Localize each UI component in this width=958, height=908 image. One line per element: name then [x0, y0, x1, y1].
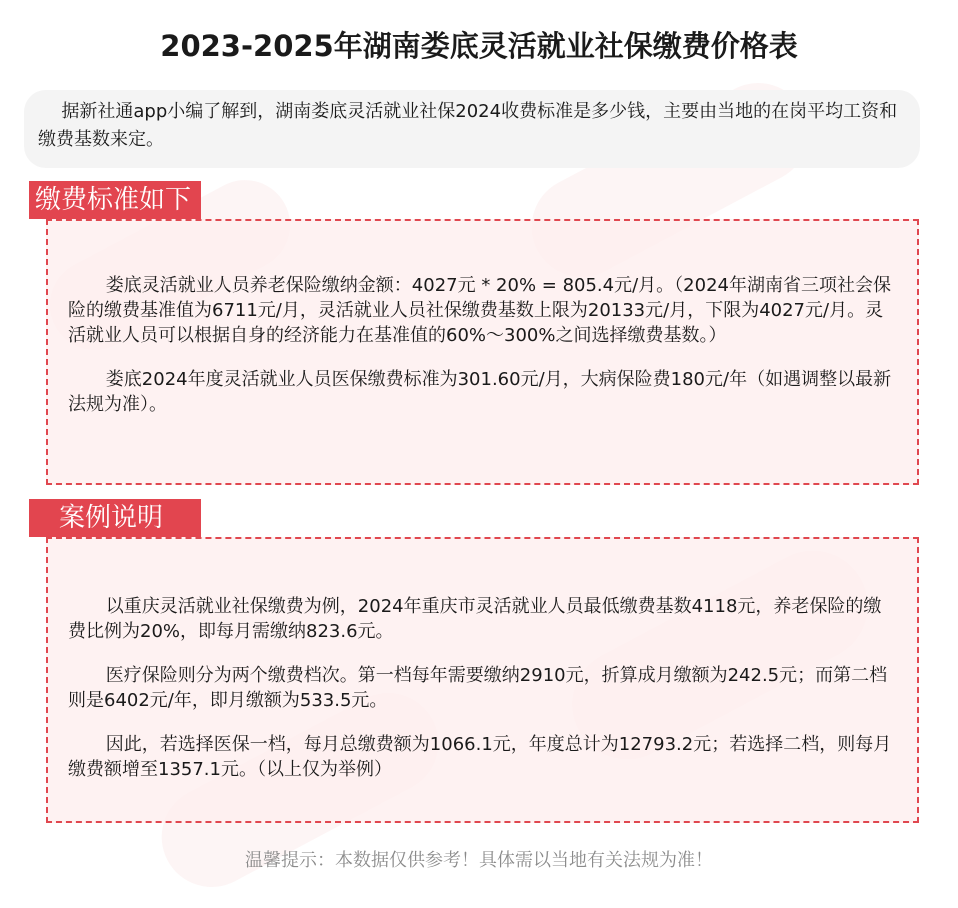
intro-box: [24, 90, 920, 168]
paragraph: 医疗保险则分为两个缴费档次。第一档每年需要缴纳2910元，折算成月缴额为242.5元；而第二档则是6402元/年，即月缴额为533.5元。: [68, 665, 888, 711]
footer-note: 温馨提示：本数据仅供参考！具体需以当地有关法规为准！: [245, 850, 713, 871]
intro-text: 据新社通app小编了解到，湖南娄底灵活就业社保2024收费标准是多少钱，主要由当地的在岗平均工资和缴费基数来定。: [38, 101, 898, 150]
case-box: [46, 537, 919, 823]
paragraph: 因此，若选择医保一档，每月总缴费额为1066.1元，年度总计为12793.2元；若选择二档，则每月缴费额增至1357.1元。（以上仅为举例）: [68, 734, 892, 780]
section-heading-fee-standard: 缴费标准如下: [29, 181, 201, 219]
paragraph: 娄底2024年度灵活就业人员医保缴费标准为301.60元/月，大病保险费180元/年（如遇调整以最新法规为准）。: [68, 369, 892, 415]
paragraph: 以重庆灵活就业社保缴费为例，2024年重庆市灵活就业人员最低缴费基数4118元，养老保险的缴费比例为20%，即每月需缴纳823.6元。: [68, 596, 882, 642]
fee-standard-box: [46, 219, 919, 485]
section-heading-case: 案例说明: [29, 499, 201, 537]
page-title: 2023-2025年湖南娄底灵活就业社保缴费价格表: [160, 29, 798, 63]
paragraph: 娄底灵活就业人员养老保险缴纳金额：4027元 * 20% = 805.4元/月。（2024年湖南省三项社会保险的缴费基准值为6711元/月，灵活就业人员社保缴费基数上限为20133元/月，下限为4027元/月。灵活就业人员可以根据自身的经济能力在基准值的60%～300%之间选择缴费基数。）: [68, 275, 891, 346]
